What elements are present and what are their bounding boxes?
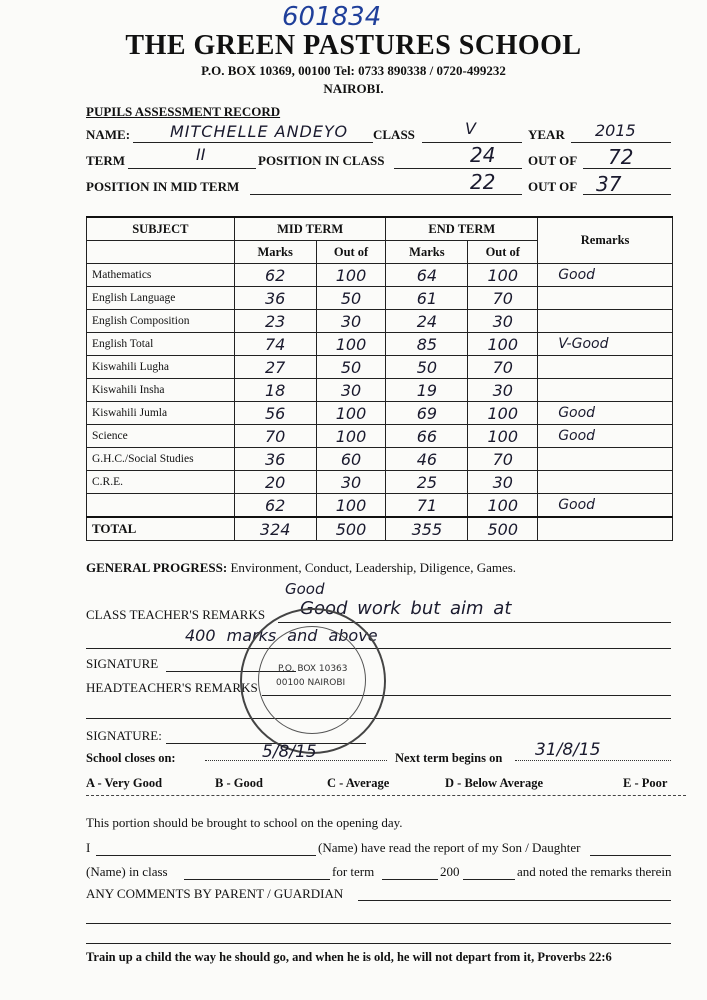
remark-cell: V-Good [538,333,673,356]
table-row [87,448,673,471]
end-marks-cell: 69 [386,402,468,425]
parent-comments-label: ANY COMMENTS BY PARENT / GUARDIAN [86,886,344,901]
header-end-outof: Out of [468,241,538,264]
table-row [87,333,673,356]
end-marks-cell: 50 [386,356,468,379]
end-marks-cell: 25 [386,471,468,494]
mid-outof-cell: 50 [316,356,386,379]
general-progress-label: GENERAL PROGRESS: [86,560,228,575]
comments-line2 [86,923,671,924]
parent-line1-end [590,855,671,856]
header-mid-marks: Marks [234,241,316,264]
parent-year-line [463,879,515,880]
footer-proverb: Train up a child the way he should go, and when he is old, he will not depart from it, Proverbs 22:6 [86,950,612,964]
mid-marks-cell: 27 [234,356,316,379]
grade-key-a: A - Very Good [86,776,163,790]
mid-outof-cell: 50 [316,287,386,310]
header-mid-outof: Out of [316,241,386,264]
end-marks-cell: 85 [386,333,468,356]
total-end-marks: 355 [386,517,468,541]
teacher-remark-above: Good [285,580,325,598]
mid-outof-cell: 30 [316,471,386,494]
position-value: 24 [470,143,496,167]
midterm-position-value: 22 [470,170,496,194]
school-name: THE GREEN PASTURES SCHOOL [125,30,582,61]
stamp-line1: P.O. BOX 10363 [278,664,348,674]
remark-cell [538,471,673,494]
end-marks-cell: 46 [386,448,468,471]
headteacher-remarks-label: HEADTEACHER'S REMARKS [86,680,258,695]
subject-cell: Kiswahili Insha [87,379,235,402]
header-end-marks: Marks [386,241,468,264]
position-label: POSITION IN CLASS [258,153,385,168]
signature2-label: SIGNATURE: [86,728,162,743]
subject-cell: G.H.C./Social Studies [87,448,235,471]
remark-cell: Good [538,264,673,287]
table-row [87,287,673,310]
header-subject: SUBJECT [87,217,235,241]
remark-cell: Good [538,494,673,518]
teacher-remark-line2: 400 marks and above [185,626,378,645]
school-closes-value: 5/8/15 [262,742,317,762]
end-outof-cell: 30 [468,379,538,402]
mid-marks-cell: 20 [234,471,316,494]
outof-value: 72 [608,145,634,169]
midterm-outof-value: 37 [596,172,622,196]
end-outof-cell: 100 [468,264,538,287]
name-line [133,142,373,143]
next-term-value: 31/8/15 [535,740,601,760]
next-term-label: Next term begins on [395,751,503,765]
next-term-line [515,760,671,761]
class-label: CLASS [373,127,415,142]
grade-key-b: B - Good [215,776,263,790]
end-marks-cell: 66 [386,425,468,448]
table-row [87,402,673,425]
mid-outof-cell: 30 [316,310,386,333]
general-progress-text: Environment, Conduct, Leadership, Diligence, Games. [230,560,517,575]
name-label: NAME: [86,127,131,142]
mid-outof-cell: 100 [316,425,386,448]
end-outof-cell: 70 [468,356,538,379]
end-outof-cell: 100 [468,494,538,518]
teacher-remark-line1: Good work but aim at [300,598,512,619]
header-mid-term: MID TERM [234,217,386,241]
signature-label: SIGNATURE [86,656,159,671]
remark-cell [538,287,673,310]
term-line [128,168,256,169]
total-mid-marks: 324 [234,517,316,541]
total-end-outof: 500 [468,517,538,541]
outof-label: OUT OF [528,153,578,168]
parent-line1-b: (Name) have read the report of my Son / Daughter [318,840,581,855]
parent-line2-b: for term [332,864,375,879]
subject-cell: English Language [87,287,235,310]
mid-marks-cell: 62 [234,264,316,287]
comments-line1 [358,900,671,901]
remark-cell [538,356,673,379]
subject-cell: Science [87,425,235,448]
parent-line2-c: 200 [440,864,460,879]
year-value: 2015 [595,121,636,140]
term-label: TERM [86,153,125,168]
record-title: PUPILS ASSESSMENT RECORD [86,104,281,119]
mid-outof-cell: 100 [316,333,386,356]
grade-key-c: C - Average [327,776,390,790]
mid-marks-cell: 70 [234,425,316,448]
total-remark [538,517,673,541]
table-row [87,425,673,448]
mid-outof-cell: 30 [316,379,386,402]
mid-marks-cell: 36 [234,448,316,471]
remark-cell: Good [538,402,673,425]
header-subject-blank [87,241,235,264]
end-outof-cell: 100 [468,425,538,448]
document-number: 601834 [282,2,382,32]
school-closes-label: School closes on: [86,751,176,765]
remark-cell: Good [538,425,673,448]
name-value: MITCHELLE ANDEYO [170,122,349,141]
grade-key-d: D - Below Average [445,776,544,790]
general-progress [86,560,516,576]
end-marks-cell: 61 [386,287,468,310]
table-row [87,494,673,518]
mid-marks-cell: 18 [234,379,316,402]
mid-outof-cell: 100 [316,494,386,518]
mid-marks-cell: 36 [234,287,316,310]
subject-cell: C.R.E. [87,471,235,494]
parent-line2-a: (Name) in class [86,864,168,879]
midterm-position-line [250,194,522,195]
midterm-position-label: POSITION IN MID TERM [86,179,240,194]
end-marks-cell: 24 [386,310,468,333]
class-teacher-remarks-label: CLASS TEACHER'S REMARKS [86,607,266,622]
remark-cell [538,448,673,471]
subject-cell: Mathematics [87,264,235,287]
subject-cell [87,494,235,518]
table-row [87,471,673,494]
parent-name-line [96,855,316,856]
school-city: NAIROBI. [323,81,384,96]
year-label: YEAR [528,127,565,142]
end-marks-cell: 19 [386,379,468,402]
headteacher-remarks-line2 [86,718,671,719]
mid-marks-cell: 56 [234,402,316,425]
parent-term-line [382,879,438,880]
school-address: P.O. BOX 10369, 00100 Tel: 0733 890338 / 0720-499232 [201,63,506,78]
total-label: TOTAL [87,517,235,541]
mid-outof-cell: 100 [316,264,386,287]
end-marks-cell: 64 [386,264,468,287]
total-mid-outof: 500 [316,517,386,541]
end-outof-cell: 100 [468,402,538,425]
header-remarks: Remarks [538,217,673,264]
subject-cell: English Composition [87,310,235,333]
school-stamp [240,608,386,754]
parent-intro: This portion should be brought to school on the opening day. [86,815,403,830]
subject-cell: Kiswahili Lugha [87,356,235,379]
end-outof-cell: 100 [468,333,538,356]
parent-class-line [184,879,330,880]
table-row [87,379,673,402]
remark-cell [538,379,673,402]
end-outof-cell: 70 [468,448,538,471]
end-marks-cell: 71 [386,494,468,518]
mid-marks-cell: 62 [234,494,316,518]
table-row [87,356,673,379]
parent-line1-a: I [86,840,91,855]
grade-key-e: E - Poor [623,776,668,790]
table-row [87,310,673,333]
header-end-term: END TERM [386,217,538,241]
end-outof-cell: 70 [468,287,538,310]
term-value: II [196,145,206,164]
end-outof-cell: 30 [468,310,538,333]
assessment-table [86,216,673,541]
mid-outof-cell: 100 [316,402,386,425]
midterm-outof-label: OUT OF [528,179,578,194]
mid-marks-cell: 74 [234,333,316,356]
cut-line [86,795,686,796]
stamp-line2: 00100 NAIROBI [276,678,346,688]
mid-outof-cell: 60 [316,448,386,471]
class-value: V [465,119,476,138]
remark-cell [538,310,673,333]
table-row [87,264,673,287]
subject-cell: English Total [87,333,235,356]
subject-cell: Kiswahili Jumla [87,402,235,425]
parent-line2-d: and noted the remarks therein [517,864,672,879]
comments-line3 [86,943,671,944]
position-line [394,168,522,169]
mid-marks-cell: 23 [234,310,316,333]
year-line [571,142,671,143]
end-outof-cell: 30 [468,471,538,494]
